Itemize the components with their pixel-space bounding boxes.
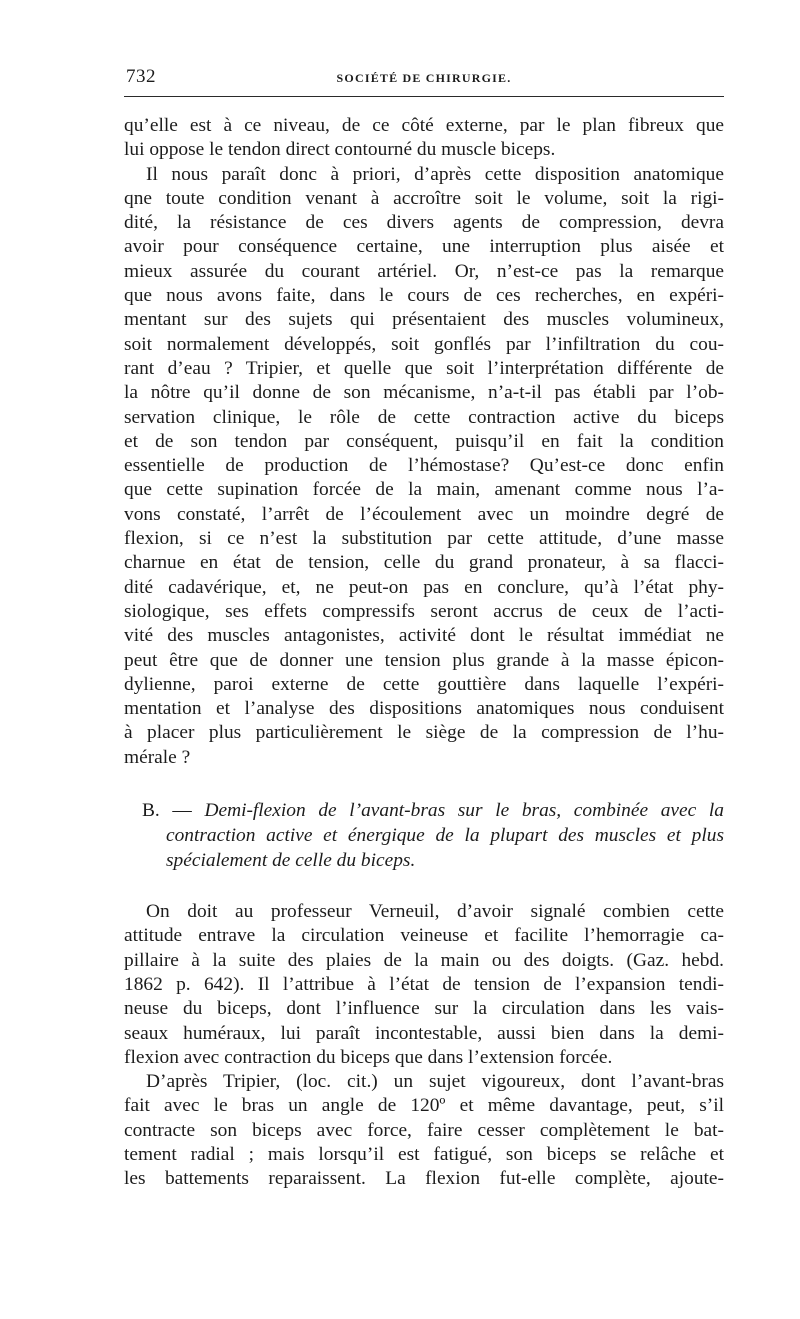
section-heading-line: spécialement de celle du biceps. — [166, 850, 416, 872]
text-line: 1862 p. 642). Il l’attribue à l’état de tension de l’expansion tendi- — [124, 973, 724, 995]
text-line: dylienne, paroi externe de cette gouttière dans laquelle l’expéri- — [124, 673, 724, 695]
section-heading-line: contraction active et énergique de la plupart des muscles et plus — [166, 825, 724, 847]
text-line: neuse du biceps, dont l’influence sur la circulation dans les vais- — [124, 998, 724, 1020]
text-line: lui oppose le tendon direct contourné du muscle biceps. — [124, 139, 556, 161]
text-line: peut être que de donner une tension plus grande à la masse épicon- — [124, 649, 724, 671]
text-line: vons constaté, l’arrêt de l’écoulement avec un moindre degré de — [124, 503, 724, 525]
running-title: SOCIÉTÉ DE CHIRURGIE. — [336, 71, 512, 85]
text-line: mérale ? — [124, 746, 191, 768]
text-line: seaux huméraux, lui paraît incontestable, aussi bien dans la demi- — [124, 1022, 724, 1044]
text-line: mentation et l’analyse des dispositions anatomiques nous conduisent — [124, 698, 724, 720]
text-line: dité, la résistance de ces divers agents de compression, devra — [124, 212, 724, 234]
text-line: avoir pour conséquence certaine, une interruption plus aisée et — [124, 236, 724, 258]
text-line: qne toute condition venant à accroître soit le volume, soit la rigi- — [124, 187, 724, 209]
text-line: les battements reparaissent. La flexion fut-elle complète, ajoute- — [124, 1168, 724, 1190]
paragraph-3 — [124, 900, 724, 1070]
text-line: que nous avons faite, dans le cours de ces recherches, en expéri- — [124, 285, 724, 307]
text-line: la nôtre qu’il donne de son mécanisme, n’a-t-il pas établi par l’ob- — [124, 382, 724, 404]
book-page — [124, 62, 724, 1192]
text-line: charnue en état de tension, celle du grand pronateur, à sa flacci- — [124, 552, 724, 574]
text-line: rant d’eau ? Tripier, et quelle que soit l’interprétation différente de — [124, 357, 724, 379]
text-line: mieux assurée du courant artériel. Or, n’est-ce pas la remarque — [124, 260, 724, 282]
paragraph-1 — [124, 114, 724, 163]
text-line: contracte son biceps avec force, faire cesser complètement le bat- — [124, 1119, 724, 1141]
text-line: pillaire à la suite des plaies de la main ou des doigts. (Gaz. hebd. — [124, 949, 724, 971]
text-line: vité des muscles antagonistes, activité dont le résultat immédiat ne — [124, 625, 724, 647]
section-title-part: Demi-flexion de l’avant-bras sur le bras, combinée avec la — [204, 800, 724, 822]
text-line: et de son tendon par conséquent, puisqu’il en fait la condition — [124, 430, 724, 452]
text-line: à placer plus particulièrement le siège de la compression de l’hu- — [124, 722, 724, 744]
text-line: flexion avec contraction du biceps que dans l’extension forcée. — [124, 1046, 613, 1068]
section-heading-line — [124, 798, 724, 823]
section-heading — [124, 798, 724, 873]
paragraph-4 — [124, 1070, 724, 1191]
text-line: soit normalement développés, soit gonflés par l’infiltration du cou- — [124, 333, 724, 355]
text-line: tement radial ; mais lorsqu’il est fatigué, son biceps se relâche et — [124, 1143, 724, 1165]
text-line: D’après Tripier, (loc. cit.) un sujet vigoureux, dont l’avant-bras — [146, 1071, 724, 1093]
text-line: fait avec le bras un angle de 120º et même davantage, peut, s’il — [124, 1095, 724, 1117]
text-line: essentielle de production de l’hémostase? Qu’est-ce donc enfin — [124, 455, 724, 477]
text-line: On doit au professeur Verneuil, d’avoir signalé combien cette — [146, 901, 724, 923]
page-number: 732 — [126, 66, 156, 87]
section-label: B. — — [142, 800, 192, 822]
text-line: que cette supination forcée de la main, amenant comme nous l’a- — [124, 479, 724, 501]
header-rule — [124, 96, 724, 97]
body-text — [124, 114, 724, 1192]
text-line: flexion, si ce n’est la substitution par cette attitude, d’une masse — [124, 528, 724, 550]
text-line: mentant sur des sujets qui présentaient des muscles volumineux, — [124, 309, 724, 331]
text-line: servation clinique, le rôle de cette contraction active du biceps — [124, 406, 724, 428]
text-line: qu’elle est à ce niveau, de ce côté externe, par le plan fibreux que — [124, 115, 724, 136]
running-head — [124, 62, 724, 90]
text-line: attitude entrave la circulation veineuse et facilite l’hemorragie ca- — [124, 925, 724, 947]
paragraph-2 — [124, 163, 724, 770]
text-line: siologique, ses effets compressifs seront accrus de ceux de l’acti- — [124, 600, 724, 622]
text-line: Il nous paraît donc à priori, d’après cette disposition anatomique — [146, 163, 724, 185]
text-line: dité cadavérique, et, ne peut-on pas en conclure, qu’à l’état phy- — [124, 576, 724, 598]
